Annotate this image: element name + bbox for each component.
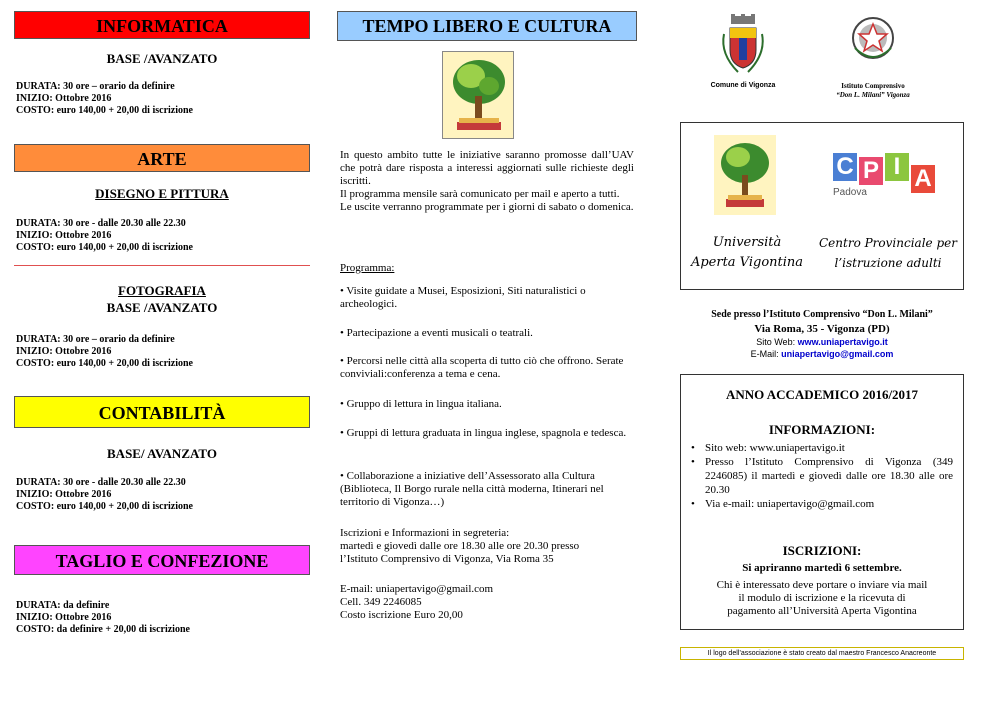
intro-text-2: Il programma mensile sarà comunicato per mail e aperto a tutti. [340, 188, 620, 200]
tempo-libero-header: TEMPO LIBERO E CULTURA [337, 11, 637, 41]
informatica-header: INFORMATICA [14, 11, 310, 39]
comune-crest-icon [718, 14, 768, 76]
info-item: • Via e-mail: uniapertavigo@gmail.com [691, 498, 875, 510]
info-item-text: Presso l’Istituto Comprensivo di Vigonza (349 2246085) il martedì e giovedì dalle ore 18.30 alle ore 20.30 [705, 456, 953, 496]
iscrizioni-info [340, 527, 640, 566]
iscrizioni-line: l’Istituto Comprensivo di Vigonza, Via Roma 35 [340, 553, 554, 565]
cell-text: Cell. 349 2246085 [340, 596, 422, 608]
costo-text: COSTO: euro 140,00 + 20,00 di iscrizione [16, 501, 193, 512]
fotografia-title: FOTOGRAFIA [118, 283, 206, 298]
cpia-logo [829, 149, 939, 203]
intro-text-3: Le uscite verranno programmate per i giorni di sabato o domenica. [340, 201, 634, 213]
inizio-text: INIZIO: Ottobre 2016 [16, 612, 112, 623]
tree-logo-image [442, 51, 514, 139]
info-item: • Presso l’Istituto Comprensivo di Vigonza (349 2246085) il martedì e giovedì dalle ore 18.30 alle ore 20.30 [691, 456, 953, 496]
costo-text: COSTO: euro 140,00 + 20,00 di iscrizione [16, 105, 193, 116]
intro-text: In questo ambito tutte le iniziative saranno promosse dall’UAV che potrà dare risposta a interessi aggiornati sulle richieste degli iscritti. [340, 149, 634, 187]
info-box [680, 374, 964, 630]
info-item-text: Sito web: www.uniapertavigo.it [705, 442, 845, 454]
informatica-subtitle: BASE /AVANZATO [106, 51, 218, 66]
tempo-intro [340, 149, 634, 214]
programma-item-4: • Gruppo di lettura in lingua italiana. [340, 398, 502, 410]
comune-label: Comune di Vigonza [710, 82, 776, 89]
anno-accademico: ANNO ACCADEMICO 2016/2017 [725, 387, 919, 402]
inizio-text: INIZIO: Ottobre 2016 [16, 346, 112, 357]
iscrizioni-date: Si apriranno martedì 6 settembre. [742, 562, 902, 574]
inizio-text: INIZIO: Ottobre 2016 [16, 489, 112, 500]
sito-web-label: Sito Web: [756, 337, 798, 347]
inizio-text: INIZIO: Ottobre 2016 [16, 93, 112, 104]
taglio-header: TAGLIO E CONFEZIONE [14, 545, 310, 575]
cpia-letter-c: C [833, 153, 857, 181]
durata-text: DURATA: 30 ore – orario da definire [16, 81, 175, 92]
footer-note: Il logo dell’associazione è stato creato dal maestro Francesco Anacreonte [680, 647, 964, 660]
info-item-text: Via e-mail: uniapertavigo@gmail.com [705, 498, 875, 510]
uav-logo-image [714, 135, 776, 215]
durata-text: DURATA: da definire [16, 600, 110, 611]
sede-text: Sede presso l’Istituto Comprensivo “Don L. Milani” [711, 309, 933, 320]
iscrizioni-text: Chi è interessato deve portare o inviare via mail il modulo di iscrizione e la ricevuta di pagamento all’Università Aperta Vigontina [716, 579, 928, 617]
info-item: • Sito web: www.uniapertavigo.it [691, 442, 845, 454]
via-text: Via Roma, 35 - Vigonza (PD) [754, 323, 890, 335]
costo-iscrizione-text: Costo iscrizione Euro 20,00 [340, 609, 463, 621]
email-info [680, 348, 964, 360]
sito-web-link[interactable]: www.uniapertavigo.it [797, 337, 888, 347]
fotografia-subtitle: BASE /AVANZATO [106, 300, 218, 315]
programma-item-5: • Gruppi di lettura graduata in lingua inglese, spagnola e tedesca. [340, 427, 627, 439]
taglio-details [16, 600, 316, 636]
durata-text: DURATA: 30 ore – orario da definire [16, 334, 175, 345]
cpia-name [813, 233, 963, 273]
cpia-letter-p: P [859, 157, 883, 185]
costo-text: COSTO: euro 140,00 + 20,00 di iscrizione [16, 358, 193, 369]
programma-item-6: • Collaborazione a iniziative dell’Assessorato alla Cultura (Biblioteca, Il Borgo rurale nella città moderna, Itinerari nel territorio di Vigonza…) [340, 470, 604, 508]
uav-name-line: Università [712, 235, 782, 250]
informazioni-title: INFORMAZIONI: [768, 422, 876, 437]
costo-text: COSTO: euro 140,00 + 20,00 di iscrizione [16, 242, 193, 253]
costo-text: COSTO: da definire + 20,00 di iscrizione [16, 624, 190, 635]
arte-subtitle: DISEGNO E PITTURA [95, 186, 229, 201]
uav-name-line: Aperta Vigontina [690, 255, 804, 270]
email-label: E-Mail: [750, 349, 782, 359]
uav-name [681, 233, 813, 273]
informatica-details [16, 81, 316, 117]
iscrizioni-line: Iscrizioni e Informazioni in segreteria: [340, 527, 510, 539]
contabilita-subtitle: BASE/ AVANZATO [107, 446, 217, 461]
repubblica-emblem-icon [850, 14, 896, 64]
sito-web [680, 336, 964, 348]
cpia-letter-a: A [911, 165, 935, 193]
programma-label: Programma: [340, 262, 395, 274]
programma-item-1: • Visite guidate a Musei, Esposizioni, Siti naturalistici o archeologici. [340, 285, 586, 310]
istituto-label [818, 82, 928, 100]
email-link[interactable]: uniapertavigo@gmail.com [781, 349, 894, 359]
cpia-letter-i: I [885, 153, 909, 181]
istituto-name: Istituto Comprensivo [841, 82, 905, 90]
logos-box [680, 122, 964, 290]
cpia-name-line: Centro Provinciale per [819, 236, 957, 250]
contatti [340, 583, 640, 622]
istituto-name-2: “Don L. Milani” Vigonza [836, 91, 910, 99]
informazioni-list [691, 441, 953, 511]
email-text: E-mail: uniapertavigo@gmail.com [340, 583, 494, 595]
durata-text: DURATA: 30 ore - dalle 20.30 alle 22.30 [16, 477, 186, 488]
cpia-name-line: l’istruzione adulti [834, 256, 942, 270]
section-divider [14, 265, 310, 266]
arte-details [16, 218, 316, 254]
sede-info [680, 308, 964, 360]
contabilita-header: CONTABILITÀ [14, 396, 310, 428]
inizio-text: INIZIO: Ottobre 2016 [16, 230, 112, 241]
programma-item-3: • Percorsi nelle città alla scoperta di tutto ciò che offrono. Serate conviviali:conferenza a tema e cena. [340, 355, 624, 380]
programma-item-2: • Partecipazione a eventi musicali o teatrali. [340, 327, 533, 339]
fotografia-details [16, 334, 316, 370]
durata-text: DURATA: 30 ore - dalle 20.30 alle 22.30 [16, 218, 186, 229]
iscrizioni-line: martedì e giovedì dalle ore 18.30 alle ore 20.30 presso [340, 540, 580, 552]
cpia-city: Padova [833, 187, 867, 198]
contabilita-details [16, 477, 316, 513]
arte-header: ARTE [14, 144, 310, 172]
iscrizioni-title: ISCRIZIONI: [782, 543, 862, 558]
